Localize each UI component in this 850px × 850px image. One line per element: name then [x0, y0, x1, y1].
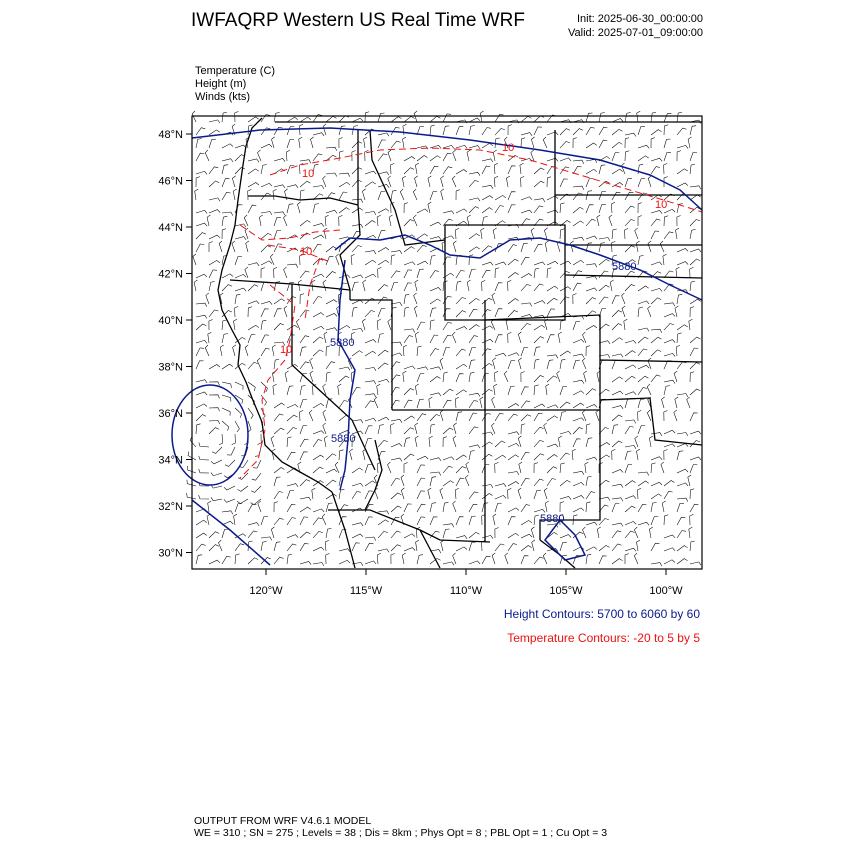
- height-contour-label: 5880: [330, 337, 355, 349]
- lat-tick-label: 48°N: [158, 129, 183, 141]
- lat-tick-label: 46°N: [158, 175, 183, 188]
- longitude-axis: [249, 569, 683, 597]
- lat-tick-label: 38°N: [158, 361, 183, 374]
- temperature-contour-label: 10: [280, 344, 293, 356]
- model-info: OUTPUT FROM WRF V4.6.1 MODEL: [194, 815, 372, 827]
- temperature-contour-label: 10: [302, 168, 315, 180]
- height-contour-legend: Height Contours: 5700 to 6060 by 60: [503, 607, 700, 621]
- chart-title: IWFAQRP Western US Real Time WRF: [191, 10, 525, 31]
- height-contour-label: 5880: [540, 513, 565, 525]
- temperature-contour-label: 10: [300, 246, 313, 258]
- temperature-contour-legend: Temperature Contours: -20 to 5 by 5: [507, 631, 700, 645]
- field-label-temperature: Temperature (C): [195, 65, 276, 77]
- init-time: Init: 2025-06-30_00:00:00: [577, 13, 703, 25]
- lat-tick-label: 36°N: [158, 408, 183, 420]
- map-area: [192, 116, 702, 569]
- valid-time: Valid: 2025-07-01_09:00:00: [568, 27, 703, 39]
- lon-tick-label: 105°W: [549, 585, 583, 597]
- lat-tick-label: 32°N: [158, 501, 183, 513]
- model-config: WE = 310 ; SN = 275 ; Levels = 38 ; Dis = 8km ; Phys Opt = 8 ; PBL Opt = 1 ; Cu Opt = 3: [194, 827, 608, 839]
- lat-tick-label: 30°N: [158, 547, 183, 560]
- temperature-contour-label: 10: [655, 199, 668, 211]
- lon-tick-label: 100°W: [649, 585, 683, 597]
- height-contour-label: 5880: [612, 261, 637, 273]
- temperature-contour-label: 10: [502, 142, 515, 154]
- lat-tick-label: 34°N: [158, 454, 183, 467]
- lat-tick-label: 42°N: [158, 268, 183, 281]
- lat-tick-label: 44°N: [158, 222, 183, 234]
- lon-tick-label: 120°W: [249, 585, 283, 597]
- height-contour-label: 5880: [331, 433, 356, 445]
- lon-tick-label: 110°W: [449, 585, 483, 597]
- field-label-height: Height (m): [195, 78, 247, 90]
- field-label-winds: Winds (kts): [195, 91, 250, 103]
- lat-tick-label: 40°N: [158, 315, 183, 327]
- lon-tick-label: 115°W: [349, 585, 383, 597]
